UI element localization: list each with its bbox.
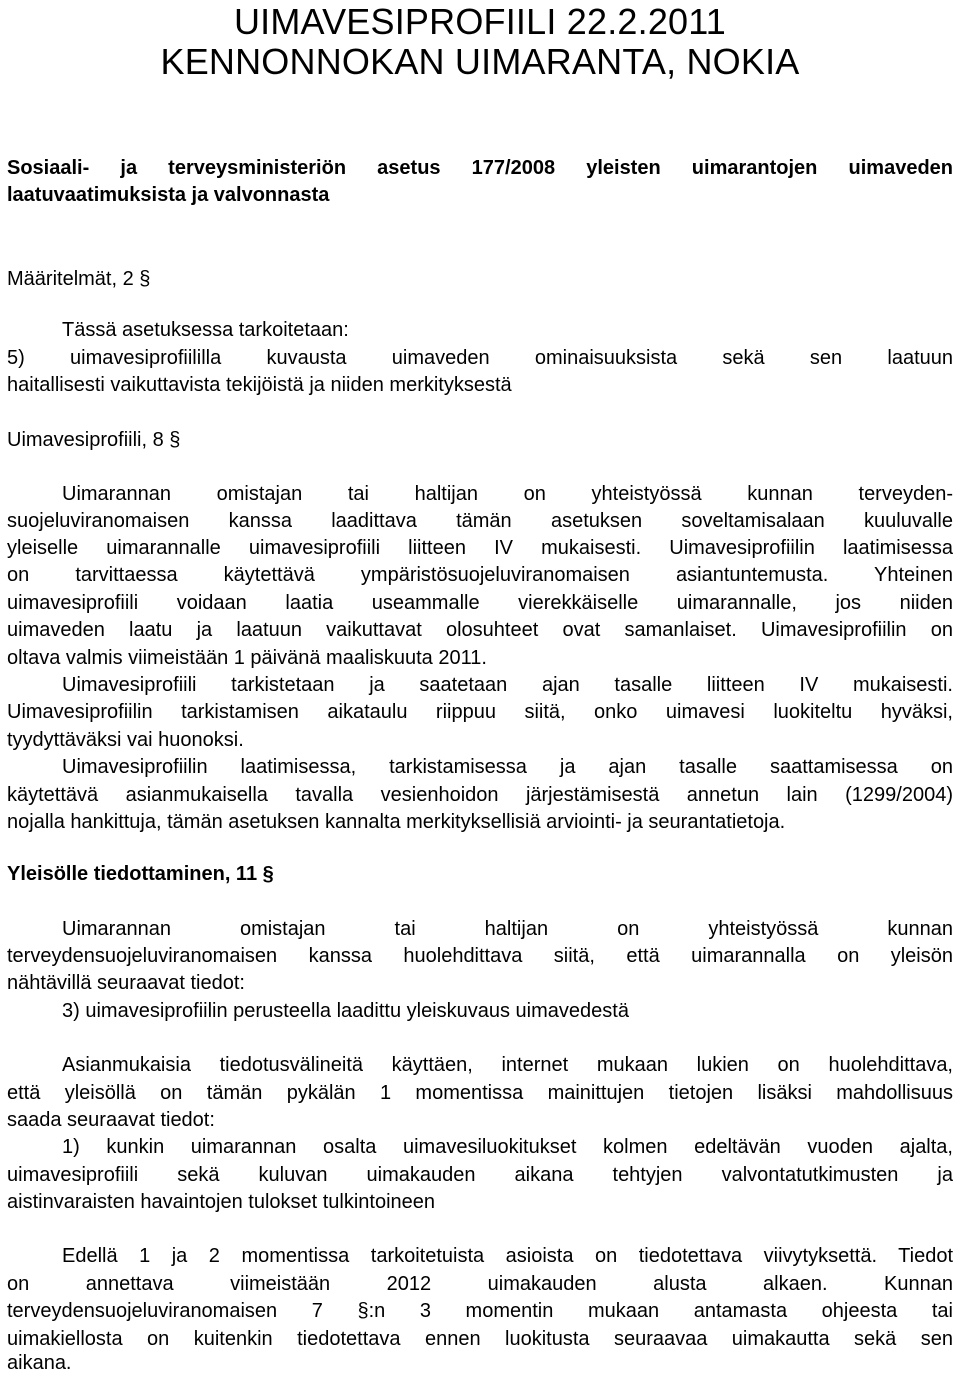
profile-text-line: tyydyttäväksi vai huonoksi.	[7, 729, 244, 751]
definitions-item-line-2: haitallisesti vaikuttavista tekijöistä ja niiden merkityksestä	[7, 374, 512, 396]
profile-text-line: Uimavesiprofiilin laatimisessa, tarkistamisessa ja ajan tasalle saattamisessa on	[62, 756, 953, 778]
public-text-line: Uimarannan omistajan tai haltijan on yhteistyössä kunnan	[62, 918, 953, 940]
public-text-line: Edellä 1 ja 2 momentissa tarkoitetuista asioista on tiedotettava viivytyksettä. Tiedot	[62, 1245, 953, 1267]
public-item-3: 3) uimavesiprofiilin perusteella laadittu yleiskuvaus uimavedestä	[62, 1000, 629, 1022]
profile-text-line: uimavesiprofiili voidaan laatia useammalle vierekkäiselle uimarannalle, jos niiden	[7, 592, 953, 614]
public-text-line: saada seuraavat tiedot:	[7, 1109, 215, 1131]
profile-text-line: oltava valmis viimeistään 1 päivänä maaliskuuta 2011.	[7, 647, 487, 669]
definitions-item-line-1: 5) uimavesiprofiililla kuvausta uimaveden ominaisuuksista sekä sen laatuun	[7, 347, 953, 369]
profile-text-line: suojeluviranomaisen kanssa laadittava tämän asetuksen soveltamisalaan kuuluvalle	[7, 510, 953, 532]
profile-text-line: Uimavesiprofiilin tarkistamisen aikataulu riippuu siitä, onko uimavesi luokiteltu hyväksi,	[7, 701, 953, 723]
profile-text-line: Uimavesiprofiili tarkistetaan ja saatetaan ajan tasalle liitteen IV mukaisesti.	[62, 674, 953, 696]
definitions-intro: Tässä asetuksessa tarkoitetaan:	[62, 319, 349, 341]
public-section-heading: Yleisölle tiedottaminen, 11 §	[7, 863, 274, 885]
public-text-line: nähtävillä seuraavat tiedot:	[7, 972, 245, 994]
document-title-line-2: KENNONNOKAN UIMARANTA, NOKIA	[160, 41, 800, 82]
profile-section-heading: Uimavesiprofiili, 8 §	[7, 429, 181, 451]
public-text-line: että yleisöllä on tämän pykälän 1 momentissa mainittujen tietojen lisäksi mahdollisuus	[7, 1082, 953, 1104]
profile-text-line: yleiselle uimarannalle uimavesiprofiili liitteen IV mukaisesti. Uimavesiprofiilin laatimisessa	[7, 537, 953, 559]
profile-text-line: käytettävä asianmukaisella tavalla vesienhoidon järjestämisestä annetun lain (1299/2004)	[7, 784, 953, 806]
document-title-line-1: UIMAVESIPROFIILI 22.2.2011	[233, 1, 727, 42]
profile-text-line: nojalla hankittuja, tämän asetuksen kannalta merkityksellisiä arviointi- ja seurantatietoja.	[7, 811, 786, 833]
public-text-line: aikana.	[7, 1352, 72, 1374]
public-text-line: uimavesiprofiili sekä kuluvan uimakauden aikana tehtyjen valvontatutkimusten ja	[7, 1164, 953, 1186]
profile-text-line: on tarvittaessa käytettävä ympäristösuojeluviranomaisen asiantuntemusta. Yhteinen	[7, 564, 953, 586]
public-text-line: Asianmukaisia tiedotusvälineitä käyttäen, internet mukaan lukien on huolehdittava,	[62, 1054, 953, 1076]
decree-title-line-2: laatuvaatimuksista ja valvonnasta	[7, 184, 330, 206]
public-text-line: terveydensuojeluviranomaisen 7 §:n 3 momentin mukaan antamasta ohjeesta tai	[7, 1300, 953, 1322]
public-text-line: aistinvaraisten havaintojen tulokset tulkintoineen	[7, 1191, 436, 1213]
profile-text-line: Uimarannan omistajan tai haltijan on yhteistyössä kunnan terveyden-	[62, 483, 953, 505]
public-text-line: terveydensuojeluviranomaisen kanssa huolehdittava siitä, että uimarannalla on yleisön	[7, 945, 953, 967]
public-text-line: on annettava viimeistään 2012 uimakauden alusta alkaen. Kunnan	[7, 1273, 953, 1295]
profile-text-line: uimaveden laatu ja laatuun vaikuttavat olosuhteet ovat samanlaiset. Uimavesiprofiilin on	[7, 619, 953, 641]
public-text-line: uimakiellosta on kuitenkin tiedotettava ennen luokitusta seuraavaa uimakautta sekä sen	[7, 1328, 953, 1350]
definitions-heading: Määritelmät, 2 §	[7, 268, 151, 290]
decree-title-line-1: Sosiaali- ja terveysministeriön asetus 177/2008 yleisten uimarantojen uimaveden	[7, 157, 953, 179]
public-text-line: 1) kunkin uimarannan osalta uimavesiluokitukset kolmen edeltävän vuoden ajalta,	[62, 1136, 953, 1158]
